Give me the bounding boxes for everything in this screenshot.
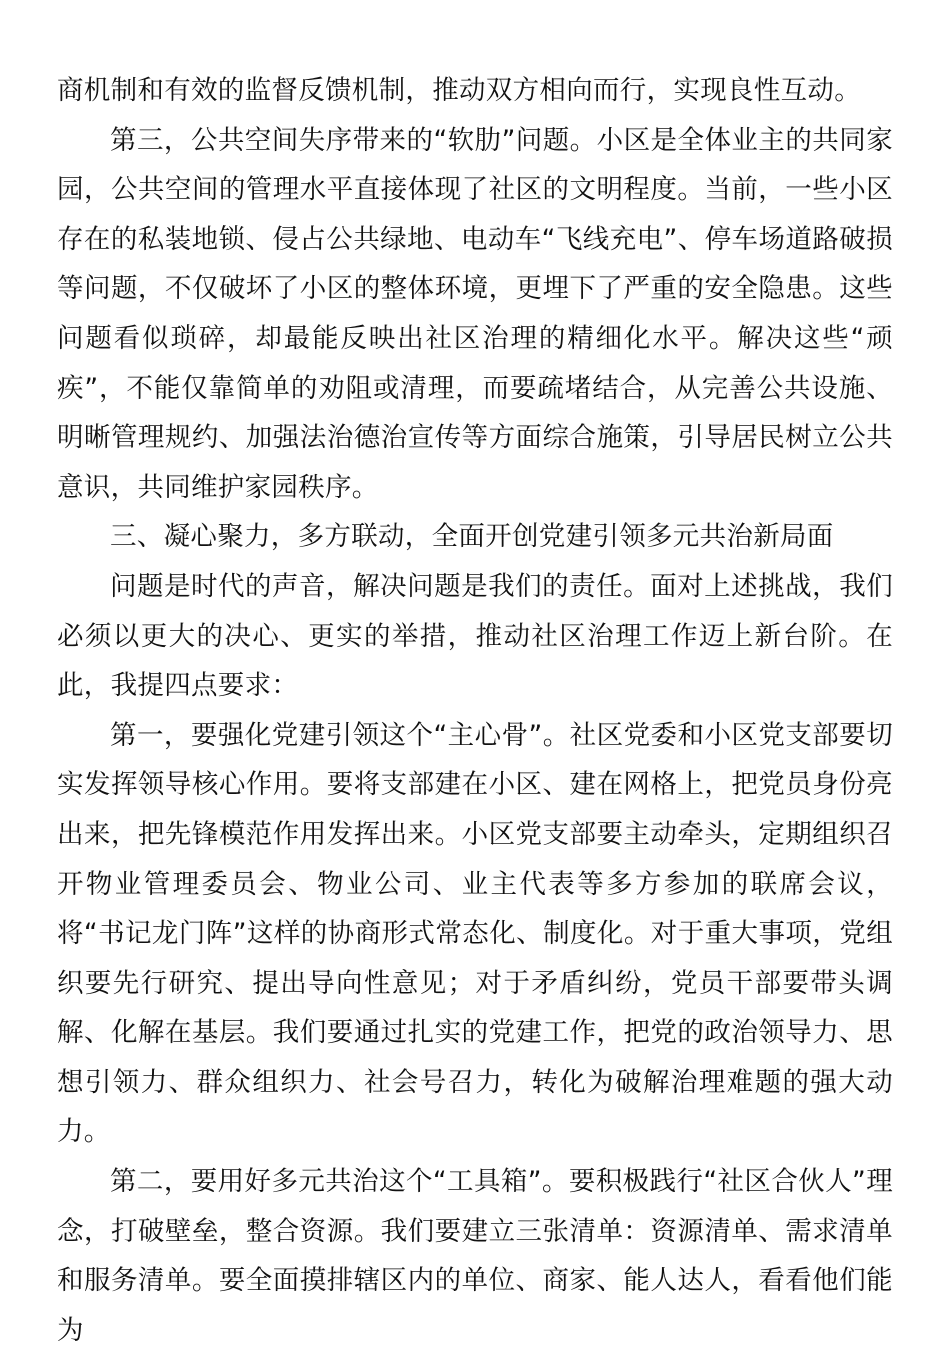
section-heading-three: 三、凝心聚力，多方联动，全面开创党建引领多元共治新局面 bbox=[110, 521, 834, 553]
paragraph-third-issue: 第三，公共空间失序带来的“软肋”问题。小区是全体业主的共同家园，公共空间的管理水平直接体现了社区的文明程度。当前，一些小区存在的私装地锁、侵占公共绿地、电动车“飞线充电”、停车场道路破损等问题，不仅破坏了小区的整体环境，更埋下了严重的安全隐患。这些问题看似琐碎，却最能反映出社区治理的精细化水平。解决这些“顽疾”，不能仅靠简单的劝阻或清理，而要疏堵结合，从完善公共设施、明晰管理规约、加强法治德治宣传等方面综合施策，引导居民树立公共意识，共同维护家园秩序。 bbox=[57, 124, 893, 503]
document-body bbox=[57, 66, 893, 1355]
paragraph-requirement-one: 第一，要强化党建引领这个“主心骨”。社区党委和小区党支部要切实发挥领导核心作用。要将支部建在小区、建在网格上，把党员身份亮出来，把先锋模范作用发挥出来。小区党支部要主动牵头，定期组织召开物业管理委员会、物业公司、业主代表等多方参加的联席会议，将“书记龙门阵”这样的协商形式常态化、制度化。对于重大事项，党组织要先行研究、提出导向性意见；对于矛盾纠纷，党员干部要带头调解、化解在基层。我们要通过扎实的党建工作，把党的政治领导力、思想引领力、群众组织力、社会号召力，转化为破解治理难题的强大动力。 bbox=[57, 719, 893, 1148]
paragraph-requirement-two: 第二，要用好多元共治这个“工具箱”。要积极践行“社区合伙人”理念，打破壁垒，整合资源。我们要建立三张清单：资源清单、需求清单和服务清单。要全面摸排辖区内的单位、商家、能人达人，看看他们能为 bbox=[57, 1166, 893, 1346]
paragraph-intro-requirements: 问题是时代的声音，解决问题是我们的责任。面对上述挑战，我们必须以更大的决心、更实的举措，推动社区治理工作迈上新台阶。在此，我提四点要求： bbox=[57, 570, 893, 702]
paragraph-continuation: 商机制和有效的监督反馈机制，推动双方相向而行，实现良性互动。 bbox=[57, 75, 861, 106]
